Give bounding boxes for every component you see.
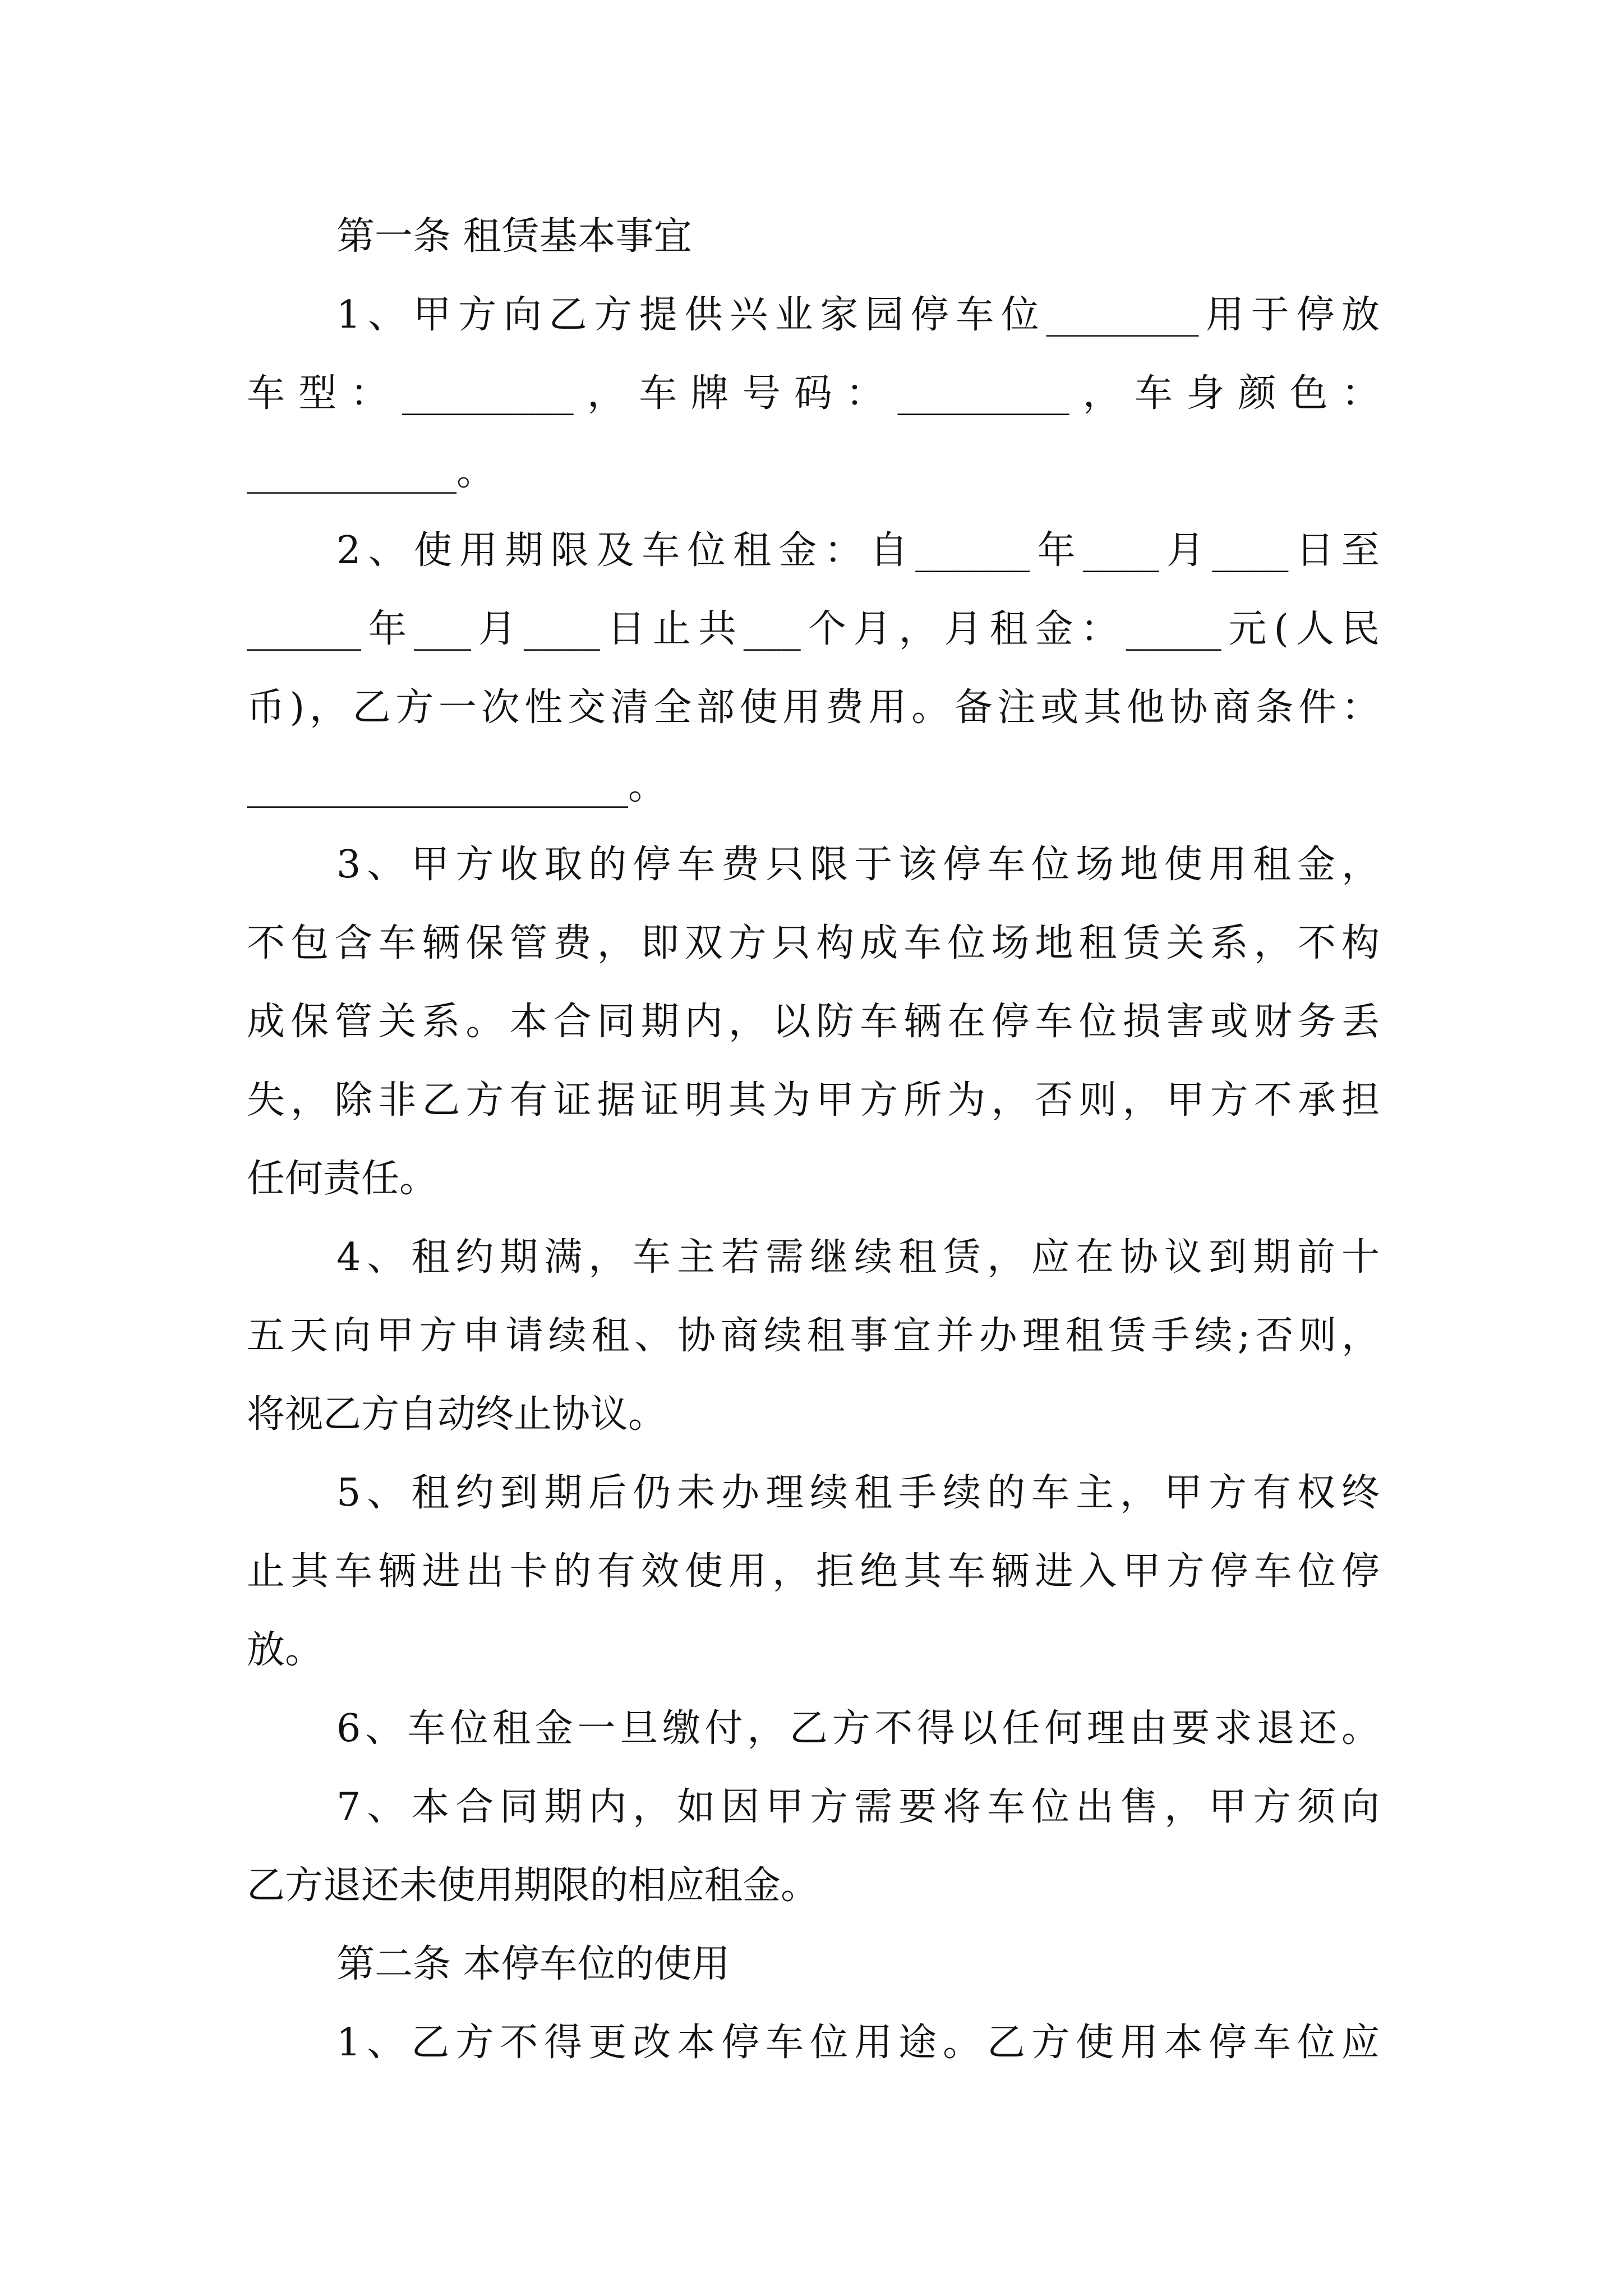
section-heading-2: 第二条 本停车位的使用 xyxy=(336,1942,730,1986)
paragraph-line: 1、甲方向乙方提供兴业家园停车位________用于停放 xyxy=(336,293,1380,337)
paragraph-line: ______年___月____日止共___个月，月租金：_____元(人民 xyxy=(247,607,1380,651)
paragraph-line: 成保管关系。本合同期内，以防车辆在停车位损害或财务丢 xyxy=(247,1000,1380,1044)
paragraph-line: 乙方退还未使用期限的相应租金。 xyxy=(247,1864,819,1908)
paragraph-line: 将视乙方自动终止协议。 xyxy=(247,1392,667,1437)
paragraph-line: ____________________。 xyxy=(247,764,667,808)
paragraph-line: 币)，乙方一次性交清全部使用费用。备注或其他协商条件： xyxy=(247,685,1380,730)
paragraph-line: 放。 xyxy=(247,1628,324,1672)
paragraph-line: 5、租约到期后仍未办理续租手续的车主，甲方有权终 xyxy=(336,1471,1380,1515)
paragraph-line: 失，除非乙方有证据证明其为甲方所为，否则，甲方不承担 xyxy=(247,1078,1380,1122)
paragraph-line: 2、使用期限及车位租金：自______年____月____日至 xyxy=(336,528,1380,573)
paragraph-line: 3、甲方收取的停车费只限于该停车位场地使用租金， xyxy=(336,843,1380,887)
paragraph-line: 车型：_________，车牌号码：_________，车身颜色： xyxy=(247,371,1380,416)
paragraph-line: 4、租约期满，车主若需继续租赁，应在协议到期前十 xyxy=(336,1235,1380,1280)
paragraph-line: 7、本合同期内，如因甲方需要将车位出售，甲方须向 xyxy=(336,1785,1380,1829)
paragraph-line: 任何责任。 xyxy=(247,1157,438,1201)
section-heading-1: 第一条 租赁基本事宜 xyxy=(336,214,692,259)
paragraph-line: ___________。 xyxy=(247,450,495,494)
paragraph-line: 6、车位租金一旦缴付，乙方不得以任何理由要求退还。 xyxy=(336,1706,1380,1751)
paragraph-line: 五天向甲方申请续租、协商续租事宜并办理租赁手续;否则， xyxy=(247,1314,1380,1358)
paragraph-line: 止其车辆进出卡的有效使用，拒绝其车辆进入甲方停车位停 xyxy=(247,1549,1380,1594)
paragraph-line: 1、乙方不得更改本停车位用途。乙方使用本停车位应 xyxy=(336,2021,1380,2065)
paragraph-line: 不包含车辆保管费，即双方只构成车位场地租赁关系，不构 xyxy=(247,921,1380,965)
